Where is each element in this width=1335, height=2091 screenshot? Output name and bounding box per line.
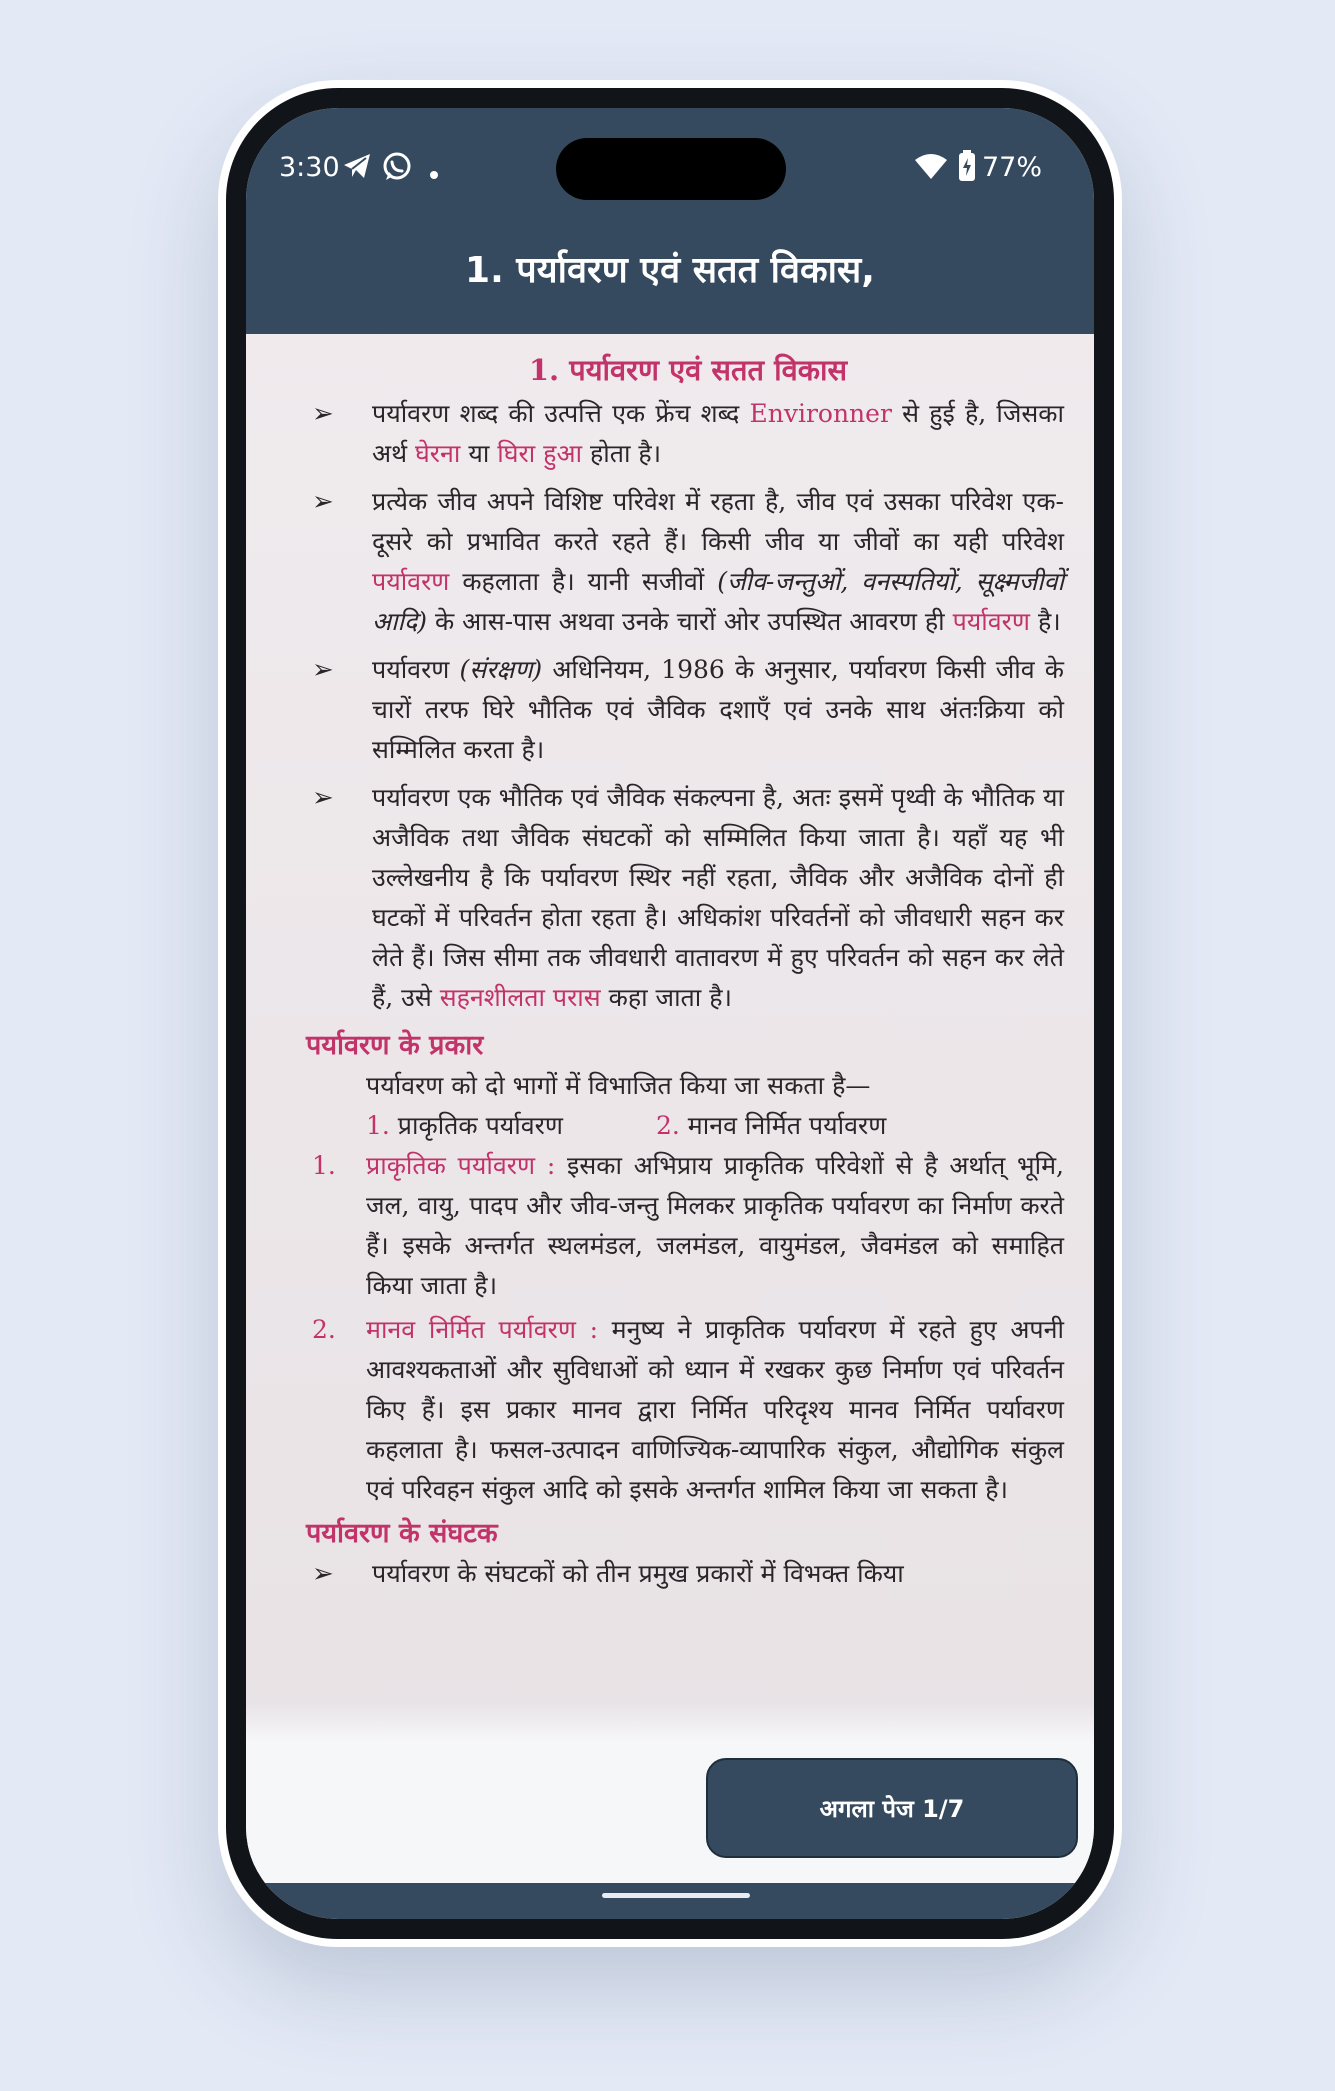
section-intro: पर्यावरण को दो भागों में विभाजित किया जा सकता है— — [366, 1071, 871, 1100]
types-list — [312, 1106, 1064, 1146]
system-nav-bar — [246, 1883, 1094, 1919]
arrow-bullet-icon: ➢ — [312, 399, 334, 429]
home-indicator[interactable] — [602, 1893, 750, 1898]
camera-island — [556, 138, 786, 200]
arrow-bullet-icon: ➢ — [312, 655, 334, 685]
status-bar — [246, 108, 1094, 208]
whatsapp-icon — [382, 152, 412, 186]
dot-icon — [430, 164, 438, 183]
section-heading: पर्यावरण के संघटक — [306, 1518, 498, 1549]
telegram-icon — [342, 152, 372, 184]
next-page-button[interactable]: अगला पेज 1/7 — [706, 1758, 1078, 1858]
bullet-item: ➢ पर्यावरण शब्द की उत्पत्ति एक फ्रेंच शब्द Environner से हुई है, जिसका अर्थ घेरना या घिरा हुआ होता है। — [312, 394, 1064, 474]
phone-frame — [218, 80, 1122, 1947]
battery-percent: 77% — [982, 152, 1043, 183]
battery-icon — [958, 150, 976, 186]
page-bottom-edge — [246, 1702, 1094, 1742]
type-item: 2. मानव निर्मित पर्यावरण — [656, 1111, 887, 1140]
screen — [246, 108, 1094, 1919]
bullet-item: ➢ पर्यावरण (संरक्षण) अधिनियम, 1986 के अनुसार, पर्यावरण किसी जीव के चारों तरफ घिरे भौतिक एवं जैविक दशाएँ एवं उनके साथ अंतःक्रिया को सम्मिलित करता है। — [312, 650, 1064, 770]
bullet-item: ➢ पर्यावरण के संघटकों को तीन प्रमुख प्रकारों में विभक्त किया — [312, 1554, 1064, 1594]
type-item: 1. प्राकृतिक पर्यावरण — [366, 1111, 563, 1140]
status-time: 3:30 — [279, 152, 340, 183]
arrow-bullet-icon: ➢ — [312, 487, 334, 517]
bullet-item: ➢ प्रत्येक जीव अपने विशिष्ट परिवेश में रहता है, जीव एवं उसका परिवेश एक-दूसरे को प्रभावित करते रहते हैं। किसी जीव या जीवों का यही परिवेश पर्यावरण कहलाता है। यानी सजीवों (जीव-जन्तुओं, वनस्पतियों, सूक्ष्मजीवों आदि) के आस-पास अथवा उनके चारों ओर उपस्थित आवरण ही पर्यावरण है। — [312, 482, 1064, 642]
arrow-bullet-icon: ➢ — [312, 783, 334, 813]
doc-title: 1. पर्यावरण एवं सतत विकास — [528, 353, 848, 387]
numbered-item: 2. मानव निर्मित पर्यावरण : मनुष्य ने प्राकृतिक पर्यावरण में रहते हुए अपनी आवश्यकताओं और सुविधाओं को ध्यान में रखकर कुछ निर्माण एवं परिवर्तन किए हैं। इस प्रकार मानव द्वारा निर्मित परिदृश्य मानव निर्मित पर्यावरण कहलाता है। फसल-उत्पादन वाणिज्यिक-व्यापारिक संकुल, औद्योगिक संकुल एवं परिवहन संकुल आदि को इसके अन्तर्गत शामिल किया जा सकता है। — [312, 1315, 1064, 1504]
wifi-icon — [914, 154, 948, 184]
arrow-bullet-icon: ➢ — [312, 1559, 334, 1589]
bullet-item: ➢ पर्यावरण एक भौतिक एवं जैविक संकल्पना है, अतः इसमें पृथ्वी के भौतिक या अजैविक तथा जैविक संघटकों को सम्मिलित किया जाता है। यहाँ यह भी उल्लेखनीय है कि पर्यावरण स्थिर नहीं रहता, जैविक और अजैविक दोनों ही घटकों में परिवर्तन होता रहता है। अधिकांश परिवर्तनों को जीवधारी सहन कर लेते हैं। जिस सीमा तक जीवधारी वातावरण में हुए परिवर्तन को सहन कर लेते हैं, उसे सहनशीलता परास कहा जाता है। — [312, 778, 1064, 1018]
page-title: 1. पर्यावरण एवं सतत विकास, — [465, 250, 875, 291]
app-header — [246, 108, 1094, 334]
numbered-item: 1. प्राकृतिक पर्यावरण : इसका अभिप्राय प्राकृतिक परिवेशों से है अर्थात् भूमि, जल, वायु, पादप और जीव-जन्तु मिलकर प्राकृतिक पर्यावरण का निर्माण करते हैं। इसके अन्तर्गत स्थलमंडल, जलमंडल, वायुमंडल, जैवमंडल को समाहित किया जाता है। — [312, 1151, 1064, 1300]
section-heading: पर्यावरण के प्रकार — [306, 1030, 484, 1061]
document-page-image[interactable] — [246, 334, 1094, 1742]
document-content — [306, 334, 1064, 1602]
